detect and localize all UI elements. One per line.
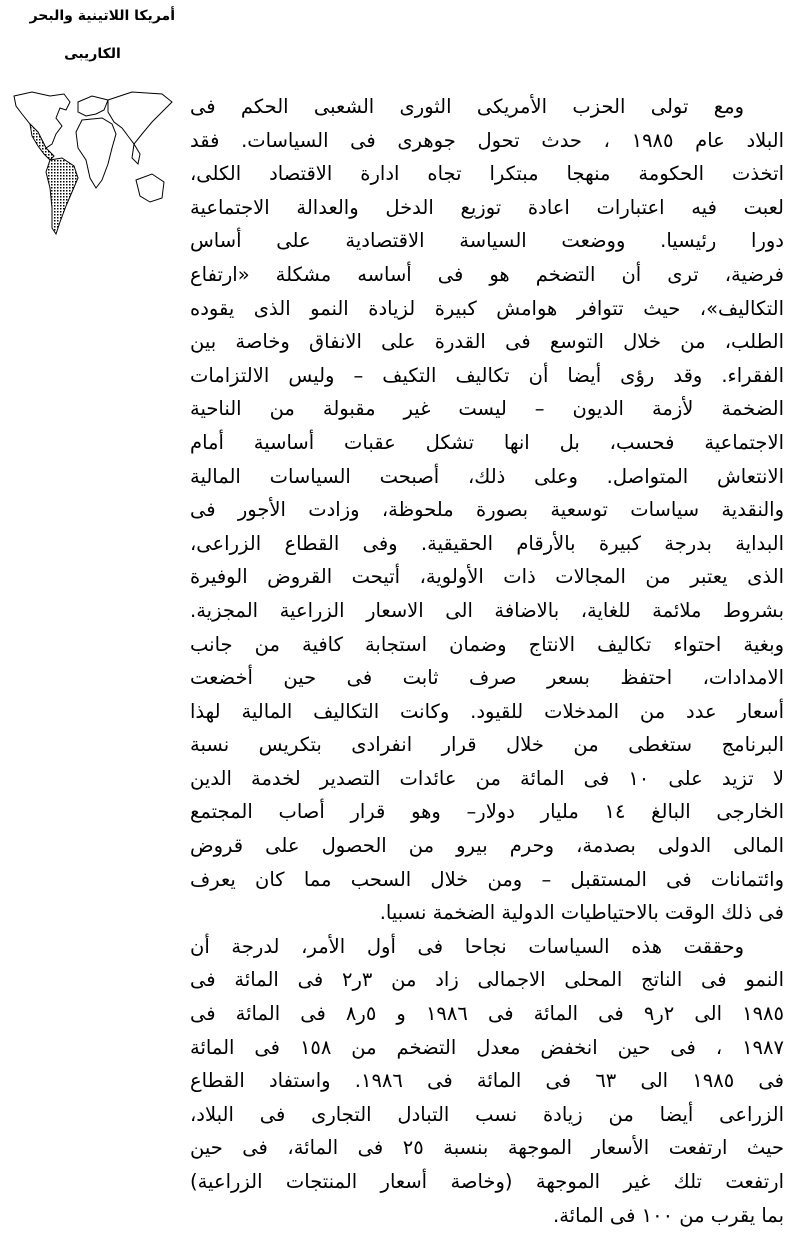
sidebar-title-line-1: أمريكا اللاتينية والبحر [29, 8, 175, 24]
text-line: ١٩٨٧ ، فى حين انخفض معدل التضخم من ١٥٨ فى المائة [190, 1035, 784, 1059]
text-line: بشروط ملائمة للغاية، بالاضافة الى الاسعار الزراعية المجزية. [190, 598, 784, 622]
text-line: الخارجى البالغ ١٤ مليار دولار– وهو قرار أصاب المجتمع [190, 800, 785, 824]
text-line: الاجتماعية فحسب، بل انها تشكل عقبات أساسية أمام [190, 430, 784, 454]
text-line: ارتفعت تلك غير الموجهة (وخاصة أسعار المنتجات الزراعية) [190, 1170, 784, 1193]
text-line: الطلب، من خلال التوسع فى القدرة على الانفاق وخاصة بين [190, 330, 784, 354]
text-line: الفقراء. وقد رؤى أيضا أن تكاليف التكيف – وليس الالتزامات [190, 363, 784, 387]
text-line: بما يقرب من ١٠٠ فى المائة. [553, 1203, 784, 1227]
paragraph-1 [190, 90, 784, 930]
text-line: ومع تولى الحزب الأمريكى الثورى الشعبى الحكم فى [190, 95, 744, 118]
sidebar-title-line-2: الكاريبى [64, 46, 121, 62]
text-line: فى ذلك الوقت بالاحتياطيات الدولية الضخمة نسبيا. [379, 901, 784, 925]
text-line: النمو فى الناتج المحلى الاجمالى زاد من ٣ر٢ فى المائة فى [190, 968, 785, 992]
text-line: الزراعى أيضا من زيادة نسب التبادل التجارى فى البلاد، [190, 1102, 784, 1126]
article-body [190, 90, 784, 1232]
text-line: المالى الدولى بصدمة، وحرم بيرو من الحصول على قروض [190, 834, 784, 858]
text-line: لا تزيد على ١٠ فى المائة من عائدات التصدير لخدمة الدين [190, 766, 784, 790]
text-line: فرضية، ترى أن التضخم هو فى أساسه مشكلة «ارتفاع [190, 262, 784, 286]
text-line: أسعار عدد من المدخلات للقيود. وكانت التكاليف المالية لهذا [190, 699, 784, 723]
text-line: لعبت فيه اعتبارات اعادة توزيع الدخل والعدالة الاجتماعية [190, 195, 784, 219]
text-line: الانتعاش المتواصل. وعلى ذلك، أصبحت السياسات المالية [190, 464, 784, 488]
text-line: اتخذت الحكومة منهجا مبتكرا تجاه ادارة الاقتصاد الكلى، [190, 162, 784, 186]
text-line: الامدادات، احتفظ بسعر صرف ثابت فى حين أخضعت [190, 666, 784, 690]
text-line: وبغية احتواء تكاليف الانتاج وضمان استجابة كافية من جانب [190, 632, 784, 656]
text-line: وحققت هذه السياسات نجاحا فى أول الأمر، لدرجة أن [190, 934, 744, 958]
world-map-icon [12, 88, 174, 238]
text-line: وائتمانات فى المستقبل – ومن خلال السحب مما كان يعرف [190, 867, 784, 891]
text-line: البرنامج ستغطى من خلال قرار انفرادى بتكريس نسبة [190, 733, 784, 757]
text-line: الذى يعتبر من المجالات ذات الأولوية، أتيحت القروض الوفيرة [190, 565, 784, 589]
paragraph-2 [190, 930, 784, 1232]
text-line: فى ١٩٨٥ الى ٦٣ فى المائة فى ١٩٨٦. واستفاد القطاع [190, 1069, 784, 1093]
text-line: ١٩٨٥ الى ٢ر٩ فى المائة فى ١٩٨٦ و ٥ر٨ فى المائة فى [190, 1002, 784, 1026]
text-line: الضخمة لأزمة الديون – ليست غير مقبولة من الناحية [190, 397, 784, 421]
text-line: البلاد عام ١٩٨٥ ، حدث تحول جوهرى فى السياسات. فقد [190, 128, 785, 152]
text-line: البداية بدرجة كبيرة بالأرقام الحقيقية. وفى القطاع الزراعى، [190, 531, 784, 555]
text-line: والنقدية سياسات توسعية بصورة ملحوظة، وزادت الأجور فى [190, 498, 784, 522]
text-line: التكاليف»، حيث تتوافر هوامش كبيرة لزيادة النمو الذى يقوده [190, 296, 784, 320]
text-line: دورا رئيسيا. ووضعت السياسة الاقتصادية على أساس [190, 229, 784, 253]
text-line: حيث ارتفعت الأسعار الموجهة بنسبة ٢٥ فى المائة، فى حين [190, 1136, 785, 1160]
